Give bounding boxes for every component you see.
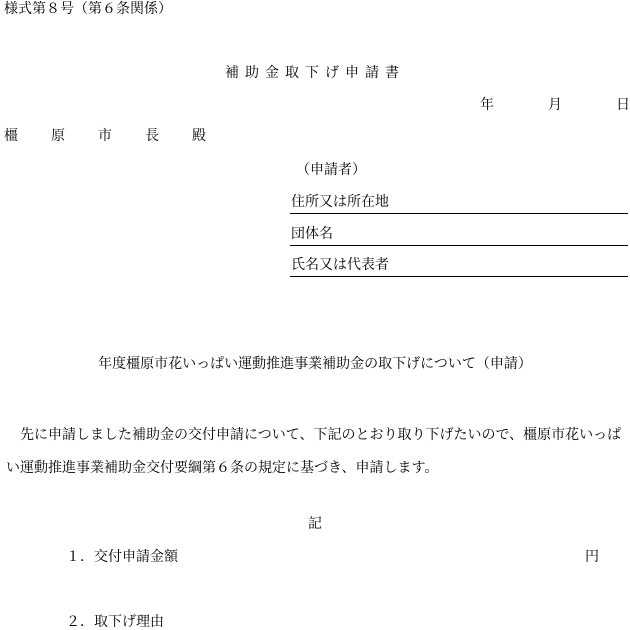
addressee-char: 市	[98, 128, 112, 144]
date-month-label: 月	[548, 97, 562, 113]
addressee-char: 長	[145, 128, 159, 144]
date-line	[480, 98, 630, 112]
address-field[interactable]	[290, 192, 628, 214]
item-withdrawal-reason: ２．取下げ理由	[66, 614, 164, 630]
ki-heading: 記	[308, 516, 322, 532]
addressee-char: 原	[51, 128, 65, 144]
subject-line: 年度橿原市花いっぱい運動推進事業補助金の取下げについて（申請）	[98, 356, 532, 372]
date-year-label: 年	[480, 97, 494, 113]
document-title: 補助金取下げ申請書	[225, 65, 405, 81]
name-label: 氏名又は代表者	[291, 257, 389, 273]
item-amount-unit: 円	[585, 549, 599, 565]
organization-label: 団体名	[291, 226, 333, 242]
organization-field[interactable]	[290, 224, 628, 246]
addressee	[4, 129, 206, 143]
body-paragraph: 先に申請しました補助金の交付申請について、下記のとおり取り下げたいので、橿原市花いっぱい運動推進事業補助金交付要綱第６条の規定に基づき、申請します。	[6, 427, 622, 476]
addressee-char: 殿	[192, 128, 206, 144]
name-field[interactable]	[290, 255, 628, 277]
item-application-amount: １．交付申請金額	[66, 549, 178, 565]
date-day-label: 日	[616, 97, 630, 113]
addressee-char: 橿	[4, 128, 18, 144]
applicant-label: （申請者）	[296, 162, 366, 178]
form-number: 様式第８号（第６条関係）	[4, 1, 172, 17]
address-label: 住所又は所在地	[291, 194, 389, 210]
